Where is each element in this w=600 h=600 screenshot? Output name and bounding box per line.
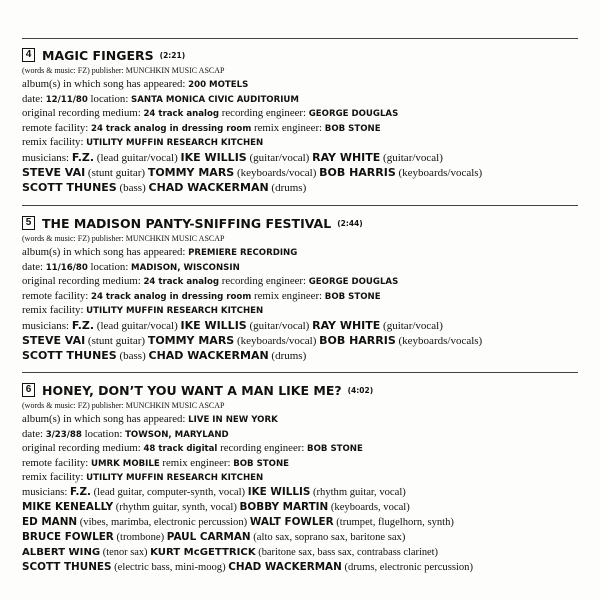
musician-role: (lead guitar/vocal): [96, 319, 178, 332]
musician-name: IKE WILLIS: [180, 318, 247, 332]
date-label: date:: [22, 427, 43, 440]
musician-role: (stunt guitar): [87, 334, 146, 347]
recording-engineer-label: recording engineer:: [221, 107, 307, 119]
musician-name: CHAD WACKERMAN: [148, 180, 269, 194]
track-6: [22, 381, 582, 576]
track-duration: (2:44): [337, 218, 363, 228]
musician-name: MIKE KENEALLY: [22, 500, 114, 513]
musician-role: (drums): [271, 349, 307, 362]
musicians-label: musicians:: [22, 486, 68, 498]
medium-line: [22, 274, 582, 289]
musician-role: (bass): [119, 349, 146, 362]
musicians-line: [22, 485, 582, 500]
musician-name: F.Z.: [69, 485, 91, 498]
musician-role: (drums, electronic percussion): [344, 562, 474, 574]
recording-engineer-value: BOB STONE: [307, 444, 363, 454]
musician-role: (trumpet, flugelhorn, synth): [336, 516, 454, 528]
medium-label: original recording medium:: [22, 107, 141, 119]
date-value: 3/23/88: [45, 429, 82, 440]
remix-engineer-label: remix engineer:: [254, 289, 323, 302]
musician-role: (vibes, marimba, electronic percussion): [79, 516, 248, 528]
credits-line: (words & music: FZ) publisher: MUNCHKIN MUSIC ASCAP: [22, 401, 225, 410]
remix-facility-label: remix facility:: [22, 471, 84, 483]
musicians-line: [22, 333, 582, 348]
remote-facility-value: UMRK MOBILE: [90, 458, 160, 469]
musicians-line: [22, 165, 582, 180]
divider-rule-3: [22, 372, 578, 373]
musician-name: ALBERT WING: [22, 547, 101, 559]
musician-role: (stunt guitar): [87, 166, 146, 179]
musician-role: (keyboards, vocal): [330, 501, 410, 513]
musician-name: BOB HARRIS: [319, 333, 396, 347]
divider-rule-1: [22, 38, 578, 39]
albums-line: [22, 245, 582, 260]
date-label: date:: [22, 260, 43, 273]
musician-role: (drums): [271, 181, 307, 194]
musician-name: BRUCE FOWLER: [22, 531, 114, 544]
musician-name: ED MANN: [22, 515, 78, 528]
date-location-line: [22, 427, 582, 442]
medium-value: 48 track digital: [143, 444, 218, 454]
track-duration: (2:21): [159, 50, 186, 60]
albums-line: [22, 77, 582, 92]
track-number-box: 6: [22, 383, 35, 397]
medium-value: 24 track analog: [143, 109, 220, 119]
remix-facility-line: [22, 135, 582, 150]
musician-name: BOB HARRIS: [319, 165, 396, 179]
track-4: [22, 46, 582, 195]
musicians-line: [22, 180, 582, 195]
musician-role: (keyboards/vocals): [398, 334, 483, 347]
track-duration: (4:02): [347, 385, 374, 395]
location-label: location:: [90, 260, 129, 273]
divider-rule-2: [22, 205, 578, 206]
musician-role: (keyboards/vocal): [236, 334, 317, 347]
musician-name: SCOTT THUNES: [22, 348, 117, 362]
remote-facility-value: 24 track analog in dressing room: [90, 123, 252, 134]
remix-facility-value: UTILITY MUFFIN RESEARCH KITCHEN: [86, 306, 264, 316]
location-label: location:: [84, 427, 123, 440]
location-value: MADISON, WISCONSIN: [131, 262, 240, 273]
location-value: SANTA MONICA CIVIC AUDITORIUM: [131, 94, 299, 105]
musicians-line: [22, 150, 582, 165]
remote-line: [22, 289, 582, 304]
musicians-label: musicians:: [22, 151, 70, 164]
musician-role: (baritone sax, bass sax, contrabass clarinet): [258, 547, 439, 559]
remote-facility-value: 24 track analog in dressing room: [90, 291, 252, 302]
musician-name: STEVE VAI: [22, 165, 86, 179]
musician-name: CHAD WACKERMAN: [228, 561, 342, 574]
musician-role: (guitar/vocal): [249, 319, 310, 332]
musician-role: (lead guitar/vocal): [96, 151, 178, 164]
remix-facility-value: UTILITY MUFFIN RESEARCH KITCHEN: [86, 138, 264, 148]
albums-label: album(s) in which song has appeared:: [22, 78, 186, 90]
musician-name: SCOTT THUNES: [22, 561, 112, 574]
musician-role: (keyboards/vocal): [236, 166, 317, 179]
musician-name: WALT FOWLER: [249, 515, 334, 528]
credits-line: (words & music: FZ) publisher: MUNCHKIN MUSIC ASCAP: [22, 234, 225, 243]
musician-name: TOMMY MARS: [147, 333, 235, 347]
albums-line: [22, 412, 582, 427]
remix-engineer-label: remix engineer:: [254, 121, 323, 134]
recording-engineer-label: recording engineer:: [221, 275, 307, 287]
albums-label: album(s) in which song has appeared:: [22, 413, 186, 425]
albums-label: album(s) in which song has appeared:: [22, 246, 186, 258]
musician-role: (tenor sax): [102, 547, 148, 559]
remote-line: [22, 121, 582, 136]
musicians-line: [22, 545, 582, 560]
remix-engineer-value: BOB STONE: [324, 123, 381, 134]
musician-role: (rhythm guitar, synth, vocal): [115, 501, 237, 513]
musician-role: (guitar/vocal): [383, 319, 443, 332]
date-value: 12/11/80: [45, 94, 88, 105]
musician-name: RAY WHITE: [312, 150, 381, 164]
remote-facility-label: remote facility:: [22, 121, 89, 134]
remix-engineer-value: BOB STONE: [233, 458, 290, 469]
medium-value: 24 track analog: [143, 277, 220, 287]
musician-role: (trombone): [116, 532, 165, 544]
musicians-line: [22, 515, 582, 530]
credits-line: (words & music: FZ) publisher: MUNCHKIN MUSIC ASCAP: [22, 66, 225, 75]
remix-facility-line: [22, 303, 582, 318]
musician-role: (lead guitar, computer-synth, vocal): [93, 486, 246, 498]
medium-label: original recording medium:: [22, 442, 141, 454]
musicians-line: [22, 530, 582, 545]
remix-engineer-value: BOB STONE: [324, 291, 381, 302]
musician-role: (guitar/vocal): [383, 151, 443, 164]
track-title: MAGIC FINGERS: [42, 47, 154, 63]
remix-facility-label: remix facility:: [22, 136, 84, 148]
track-5: [22, 214, 582, 363]
musician-name: KURT McGETTRICK: [150, 547, 256, 559]
musician-role: (bass): [119, 181, 146, 194]
musicians-line: [22, 348, 582, 363]
musician-name: F.Z.: [71, 318, 95, 332]
recording-engineer-value: GEORGE DOUGLAS: [308, 109, 399, 119]
recording-engineer-label: recording engineer:: [220, 442, 305, 454]
remix-facility-line: [22, 470, 582, 485]
date-location-line: [22, 260, 582, 275]
medium-line: [22, 441, 582, 456]
musician-name: F.Z.: [71, 150, 95, 164]
recording-engineer-value: GEORGE DOUGLAS: [308, 277, 399, 287]
track-heading: [22, 214, 582, 232]
musician-name: STEVE VAI: [22, 333, 86, 347]
musician-role: (alto sax, soprano sax, baritone sax): [253, 532, 406, 544]
location-value: TOWSON, MARYLAND: [125, 429, 229, 440]
musician-name: CHAD WACKERMAN: [148, 348, 269, 362]
musician-name: RAY WHITE: [312, 318, 381, 332]
musician-role: (guitar/vocal): [249, 151, 310, 164]
medium-line: [22, 106, 582, 121]
albums-value: LIVE IN NEW YORK: [188, 415, 278, 425]
musicians-line: [22, 560, 582, 575]
medium-label: original recording medium:: [22, 275, 141, 287]
albums-value: 200 MOTELS: [188, 80, 249, 90]
musician-role: (keyboards/vocals): [398, 166, 483, 179]
musicians-line: [22, 318, 582, 333]
track-title: HONEY, DON’T YOU WANT A MAN LIKE ME?: [42, 382, 342, 398]
date-value: 11/16/80: [45, 262, 88, 273]
musician-name: BOBBY MARTIN: [239, 500, 329, 513]
remote-facility-label: remote facility:: [22, 456, 89, 469]
location-label: location:: [90, 92, 129, 105]
remote-facility-label: remote facility:: [22, 289, 89, 302]
musician-name: TOMMY MARS: [147, 165, 235, 179]
date-location-line: [22, 92, 582, 107]
musician-name: IKE WILLIS: [247, 485, 311, 498]
musicians-line: [22, 500, 582, 515]
albums-value: PREMIERE RECORDING: [188, 248, 298, 258]
remix-facility-label: remix facility:: [22, 304, 84, 316]
remix-engineer-label: remix engineer:: [162, 456, 231, 469]
date-label: date:: [22, 92, 43, 105]
musicians-label: musicians:: [22, 319, 70, 332]
track-number-box: 5: [22, 216, 35, 230]
musician-name: SCOTT THUNES: [22, 180, 117, 194]
remote-line: [22, 456, 582, 471]
musician-role: (electric bass, mini-moog): [114, 562, 226, 574]
musician-name: IKE WILLIS: [180, 150, 247, 164]
track-heading: [22, 46, 582, 64]
track-title: THE MADISON PANTY-SNIFFING FESTIVAL: [42, 215, 332, 231]
remix-facility-value: UTILITY MUFFIN RESEARCH KITCHEN: [86, 473, 264, 483]
track-heading: [22, 381, 582, 399]
musician-name: PAUL CARMAN: [166, 531, 251, 544]
musician-role: (rhythm guitar, vocal): [312, 486, 406, 498]
track-number-box: 4: [22, 48, 35, 62]
